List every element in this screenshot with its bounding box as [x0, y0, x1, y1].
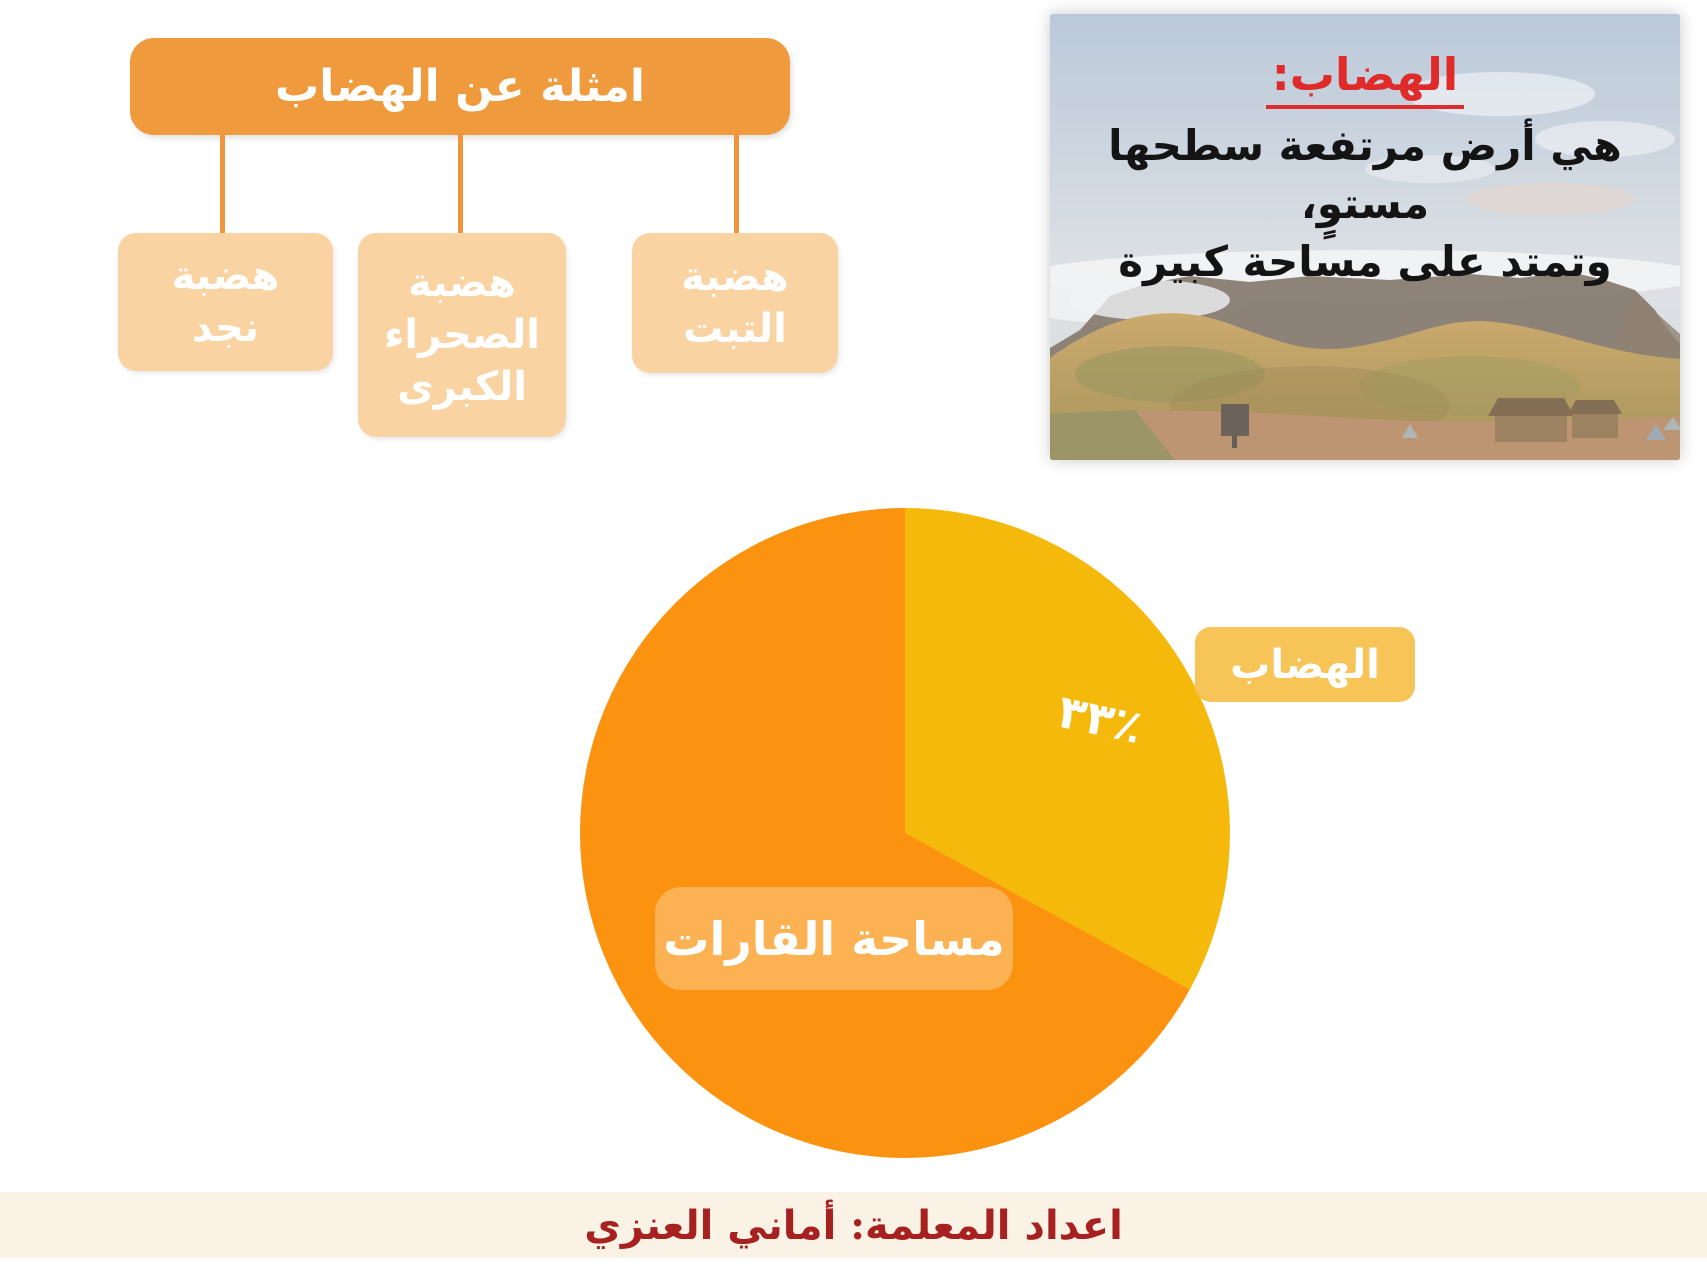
connector-line-tibet: [734, 134, 739, 233]
footer-bar: [0, 1192, 1707, 1258]
flowchart-box-najd: هضبة نجد: [118, 233, 333, 371]
definition-card: [1050, 14, 1680, 460]
definition-body-line2: وتمتد على مساحة كبيرة: [1118, 236, 1612, 286]
flowchart-box-tibet: هضبة التبت: [632, 233, 838, 373]
pie-percent-value: ٣٣٪: [1053, 683, 1147, 755]
definition-title: الهضاب:: [1266, 48, 1464, 109]
connector-line-najd: [220, 134, 225, 233]
flowchart-header: امثلة عن الهضاب: [130, 38, 790, 135]
connector-line-sahara: [458, 134, 463, 233]
flowchart-box-sahara: هضبة الصحراء الكبرى: [358, 233, 566, 437]
definition-text-block: [1050, 14, 1680, 291]
pie-chart: [580, 508, 1230, 1158]
definition-body-line1: هي أرض مرتفعة سطحها مستوٍ،: [1108, 121, 1622, 228]
pie-slice-label-continents: مساحة القارات: [655, 887, 1013, 990]
footer-credit: اعداد المعلمة: أماني العنزي: [584, 1201, 1123, 1249]
legend-pill-plateaus: الهضاب: [1195, 627, 1415, 702]
